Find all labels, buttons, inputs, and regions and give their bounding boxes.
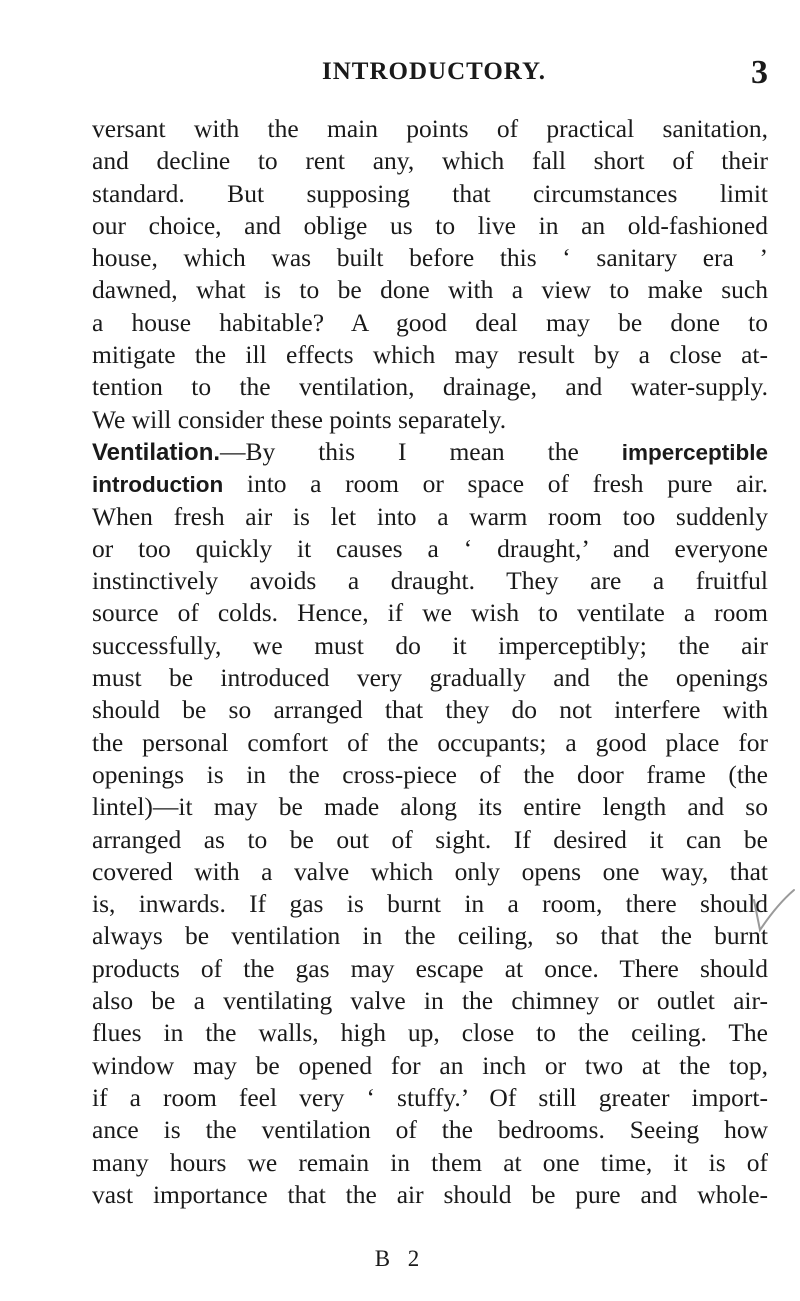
text-line: window may be opened for an inch or two at the top, — [92, 1050, 768, 1080]
body-text — [92, 113, 768, 1211]
text-line: flues in the walls, high up, close to the ceiling. The — [92, 1018, 768, 1048]
text-line: if a room feel very ‘ stuffy.’ Of still greater import- — [92, 1082, 768, 1112]
text-line: source of colds. Hence, if we wish to ventilate a room — [92, 598, 768, 628]
text-line: is, inwards. If gas is burnt in a room, there should — [92, 889, 768, 919]
text-line: dawned, what is to be done with a view to make such — [92, 275, 768, 305]
emphasized-term: introduction — [92, 472, 224, 498]
text-line: a house habitable? A good deal may be done to — [92, 307, 768, 337]
text-line: When fresh air is let into a warm room too suddenly — [92, 501, 768, 531]
text-run: into a room or space of fresh pure air. — [223, 469, 768, 499]
heading-continuation: —By this I mean the — [220, 436, 622, 466]
text-line: mitigate the ill effects which may result by a close at- — [92, 340, 768, 370]
text-line: our choice, and oblige us to live in an old-fashioned — [92, 210, 768, 240]
text-line: or too quickly it causes a ‘ draught,’ and everyone — [92, 533, 768, 563]
page-number: 3 — [751, 54, 768, 91]
text-line: house, which was built before this ‘ sanitary era ’ — [92, 243, 768, 273]
text-line: instinctively avoids a draught. They are a fruitful — [92, 566, 768, 596]
text-line: ance is the ventilation of the bedrooms. Seeing how — [92, 1115, 768, 1145]
section-heading: Ventilation. — [92, 438, 221, 466]
text-line: successfully, we must do it imperceptibly; the air — [92, 630, 768, 660]
text-line: arranged as to be out of sight. If desired it can be — [92, 824, 768, 854]
text-line: many hours we remain in them at one time, it is of — [92, 1147, 768, 1177]
text-line: standard. But supposing that circumstances limit — [92, 178, 768, 208]
text-line: the personal comfort of the occupants; a good place for — [92, 727, 768, 757]
emphasized-term: imperceptible — [621, 439, 768, 465]
text-line: lintel)—it may be made along its entire length and so — [92, 792, 768, 822]
text-line: also be a ventilating valve in the chimney or outlet air- — [92, 986, 768, 1016]
page-header — [92, 54, 768, 94]
text-line: We will consider these points separately. — [92, 404, 507, 434]
text-line: always be ventilation in the ceiling, so that the burnt — [92, 921, 768, 951]
text-line: covered with a valve which only opens one way, that — [92, 856, 768, 886]
text-line: should be so arranged that they do not interfere with — [92, 695, 768, 725]
text-line: openings is in the cross-piece of the door frame (the — [92, 759, 768, 789]
running-head: INTRODUCTORY. — [322, 58, 546, 85]
text-line: and decline to rent any, which fall short of their — [92, 146, 768, 176]
section-heading-line — [92, 436, 768, 468]
text-line: vast importance that the air should be pure and whole- — [92, 1179, 768, 1209]
signature-mark: B 2 — [374, 1246, 426, 1271]
text-line: tention to the ventilation, drainage, and water-supply. — [92, 372, 768, 402]
text-line: must be introduced very gradually and the openings — [92, 663, 768, 693]
text-line: products of the gas may escape at once. There should — [92, 953, 768, 983]
text-line — [92, 468, 768, 500]
pencil-check-mark-icon — [748, 872, 798, 934]
text-line: versant with the main points of practical sanitation, — [92, 114, 768, 143]
